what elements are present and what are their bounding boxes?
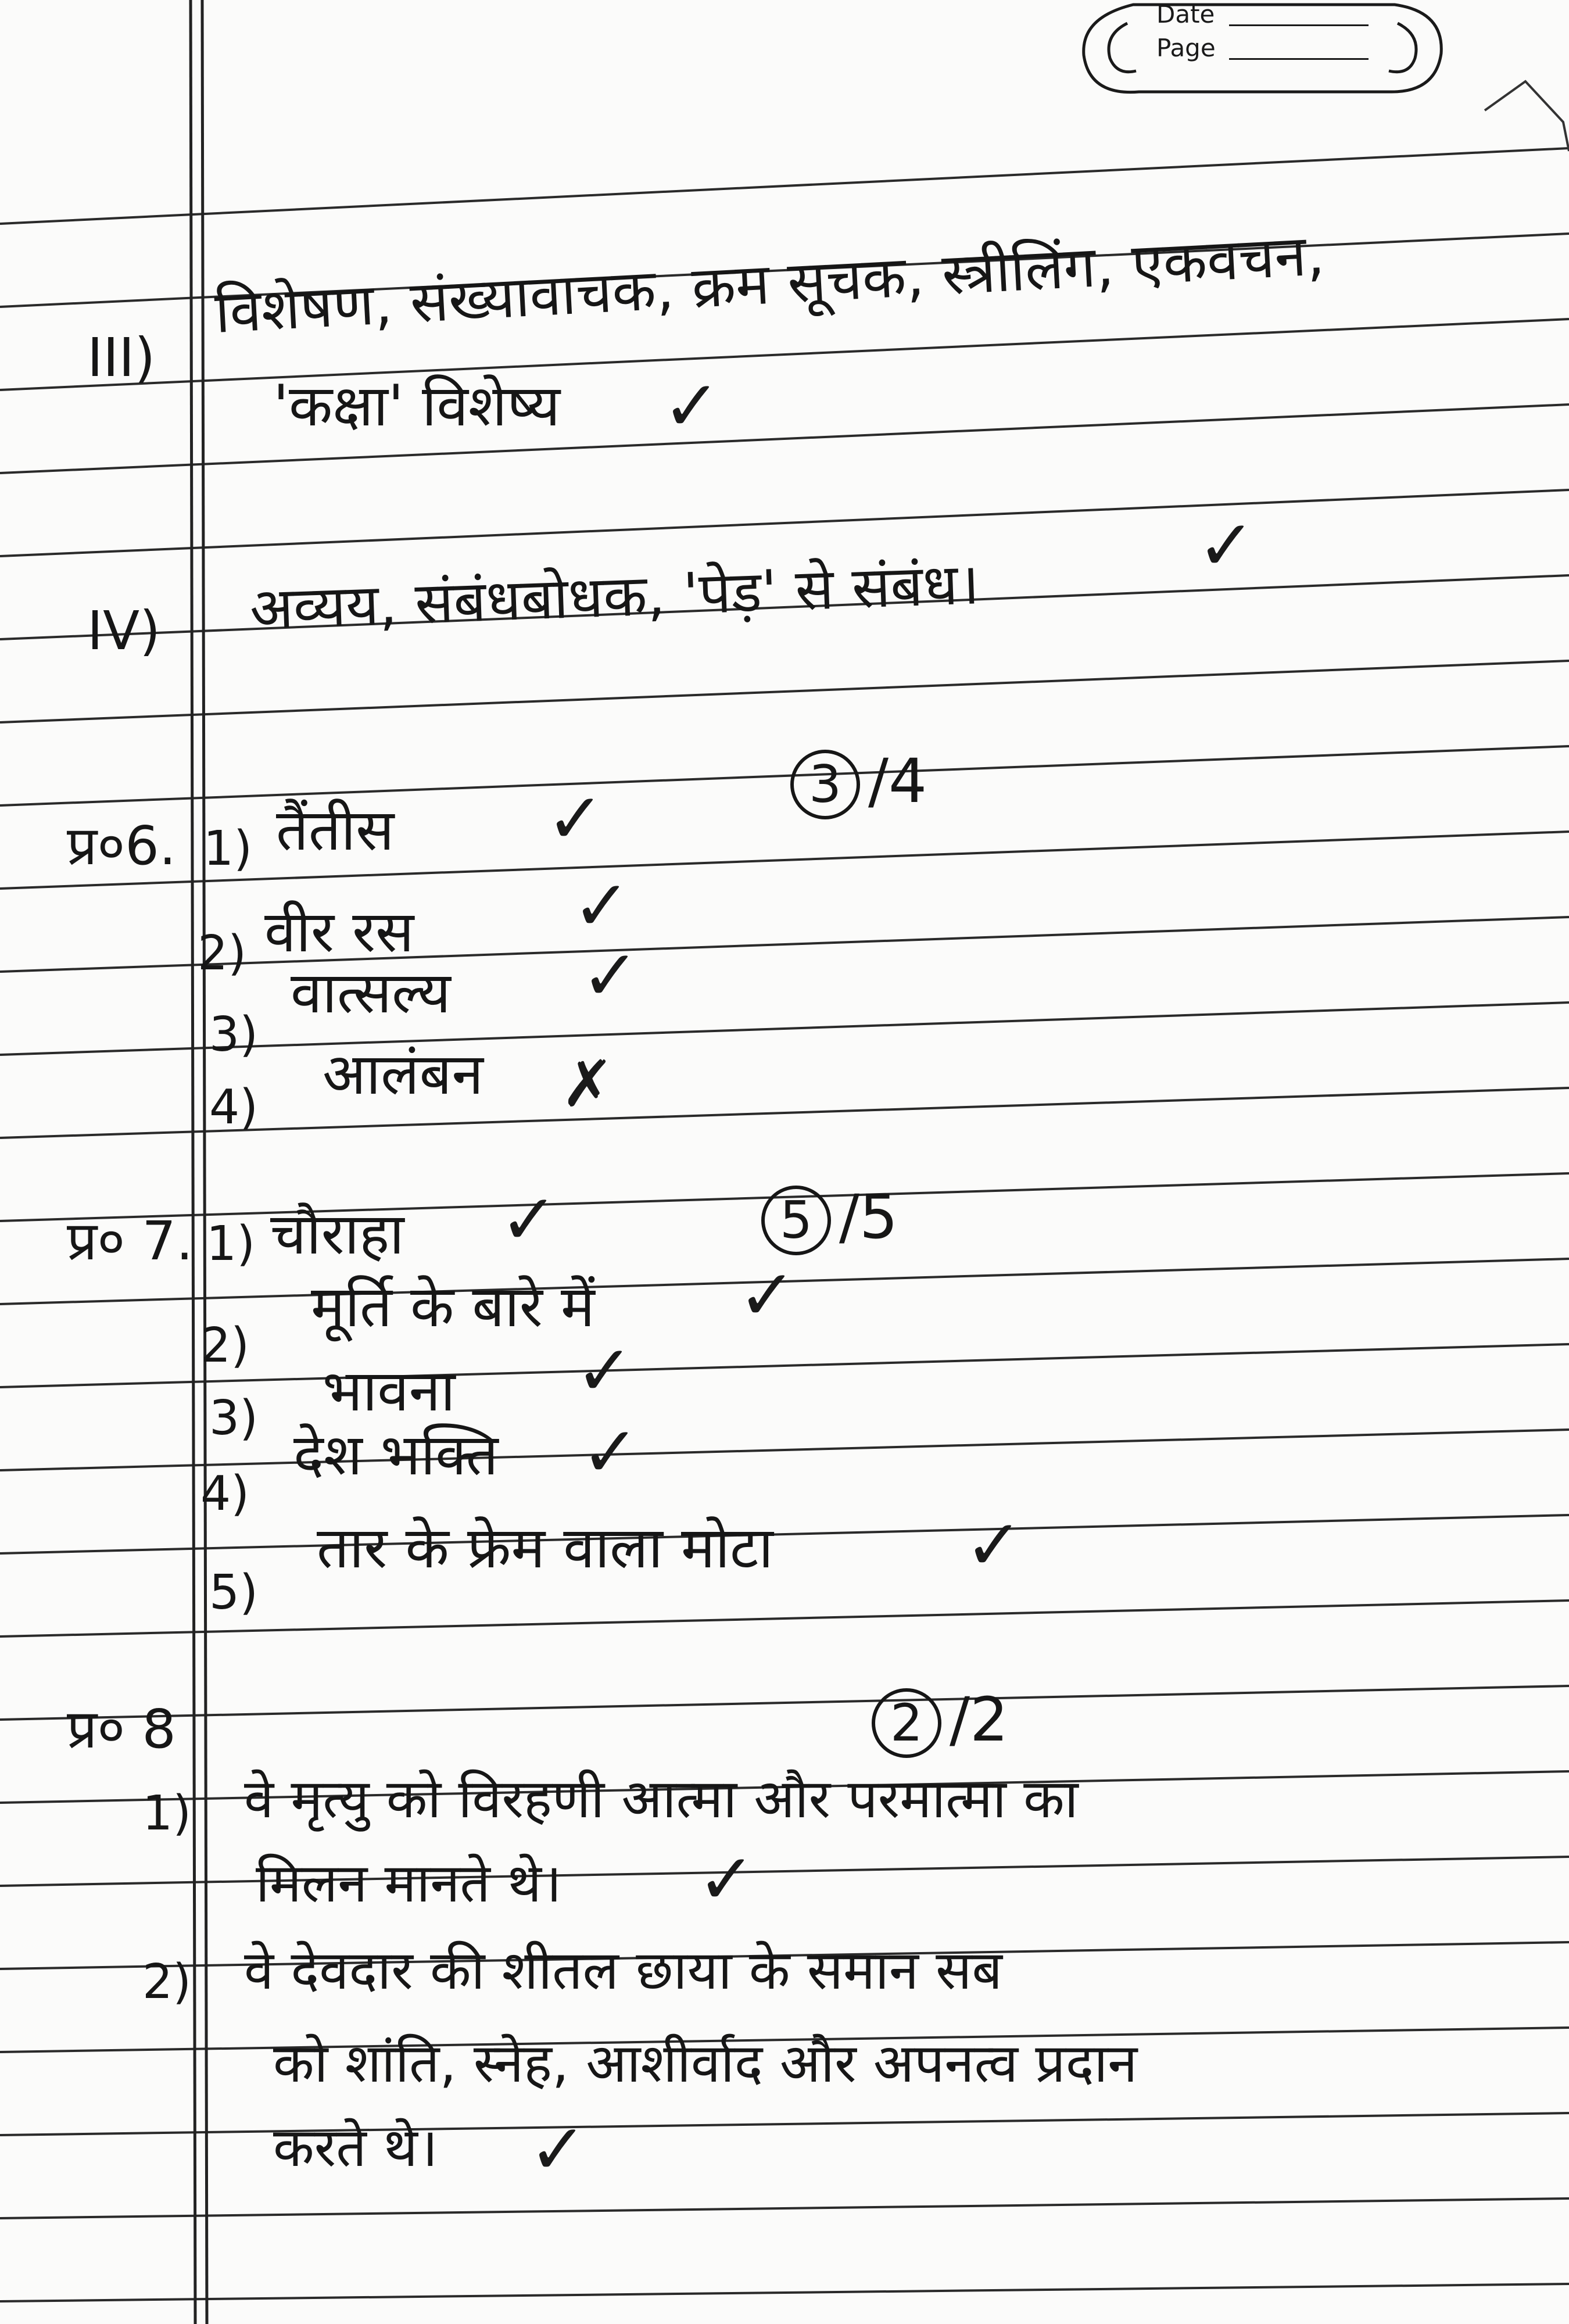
- tick-mark-icon: ✓: [581, 936, 640, 1016]
- date-page-stamp: [1063, 0, 1450, 102]
- q6-answer-3-text: वात्सल्य: [291, 960, 451, 1026]
- q6-answer-4-text: आलंबन: [323, 1041, 483, 1108]
- ruled-line: [0, 1686, 1569, 1720]
- q8-answer-1-line2: मिलन मानते थे।: [256, 1852, 562, 1914]
- q6-score-awarded: 3: [790, 750, 860, 819]
- tick-mark-icon: ✓: [1197, 506, 1256, 586]
- q7-answer-4-text: देश भक्ति: [293, 1422, 499, 1488]
- q8-answer-2-line2: को शांति, स्नेह, आशीर्वाद और अपनत्व प्रदान: [273, 2032, 1138, 2094]
- ruled-line: [0, 2113, 1569, 2135]
- tick-mark-icon: ✓: [529, 2110, 588, 2190]
- q7-answer-2-number: 2): [200, 1318, 250, 1373]
- q7-score-awarded: 5: [761, 1186, 831, 1255]
- q8-score-total: 2: [970, 1684, 1009, 1755]
- q6-answer-1-text: तैंतीस: [276, 797, 395, 864]
- page-underline: [1229, 58, 1369, 60]
- section-iii-line1: विशेषण, संख्यावाचक, क्रम सूचक, स्त्रीलिंग, एकवचन,: [213, 222, 1326, 346]
- ruled-line: [0, 661, 1569, 722]
- q6-answer-3-number: 3): [209, 1007, 259, 1062]
- q8-answer-2-line1: वे देवदार की शीतल छाया के समान सब: [244, 1939, 1002, 2001]
- section-iii-line2: 'कक्षा' विशेष्य: [273, 373, 561, 439]
- tick-mark-icon: ✓: [575, 1331, 634, 1412]
- section-iv-line1: अव्यय, संबंधबोधक, 'पेड़' से संबंध।: [249, 551, 981, 643]
- section-iv-number: IV): [87, 600, 160, 662]
- tick-mark-icon: ✓: [572, 866, 631, 947]
- date-label: Date: [1156, 0, 1215, 28]
- q6-answer-2-number: 2): [198, 926, 247, 981]
- q7-label: प्र० 7.: [67, 1210, 194, 1272]
- ruled-line: [0, 2284, 1569, 2301]
- tick-mark-icon: ✓: [662, 366, 721, 447]
- q7-score-total: 5: [859, 1181, 898, 1252]
- tick-mark-icon: ✓: [965, 1505, 1023, 1586]
- q6-answer-2-text: वीर रस: [264, 899, 414, 965]
- date-underline: [1229, 24, 1369, 26]
- q6-answer-4-number: 4): [209, 1080, 259, 1135]
- q8-score: 2 /2: [872, 1688, 1008, 1758]
- q8-answer-2-number: 2): [142, 1954, 192, 2010]
- q6-label: प्र०6.: [67, 815, 176, 877]
- q7-answer-1-number: 1): [206, 1216, 256, 1272]
- tick-mark-icon: ✓: [581, 1412, 640, 1493]
- ruled-line: [0, 2198, 1569, 2218]
- cross-mark-icon: ✗: [561, 1047, 615, 1121]
- q7-score: 5 /5: [761, 1186, 898, 1255]
- tick-mark-icon: ✓: [546, 779, 605, 860]
- q7-answer-3-number: 3): [209, 1391, 259, 1446]
- q8-label: प्र० 8: [67, 1698, 176, 1760]
- ruled-line: [0, 490, 1569, 556]
- q7-answer-1-text: चौराहा: [270, 1201, 404, 1267]
- ruled-line: [0, 148, 1569, 224]
- q7-answer-3-text: भावना: [323, 1358, 456, 1424]
- q7-answer-5-number: 5): [209, 1565, 259, 1620]
- q7-answer-4-number: 4): [200, 1466, 250, 1521]
- q6-score-total: 4: [889, 746, 927, 817]
- q8-score-awarded: 2: [872, 1688, 941, 1758]
- tick-mark-icon: ✓: [697, 1839, 756, 1920]
- q7-answer-5-text: तार के फ्रेम वाला मोटा: [317, 1515, 773, 1581]
- section-iii-number: III): [87, 327, 156, 389]
- tick-mark-icon: ✓: [738, 1255, 797, 1336]
- q8-answer-1-line1: वे मृत्यु को विरहणी आत्मा और परमात्मा का: [244, 1768, 1079, 1830]
- q7-answer-2-text: मूर्ति के बारे में: [311, 1274, 595, 1340]
- ruled-line: [0, 1857, 1569, 1886]
- q8-answer-2-line3: करते थे।: [273, 2117, 438, 2179]
- q6-answer-1-number: 1): [203, 821, 253, 876]
- ruled-line: [0, 404, 1569, 473]
- q6-score: 3 /4: [790, 750, 927, 819]
- ruled-line: [0, 746, 1569, 805]
- q8-answer-1-number: 1): [142, 1786, 192, 1841]
- page-label: Page: [1156, 34, 1216, 62]
- tick-mark-icon: ✓: [500, 1180, 558, 1261]
